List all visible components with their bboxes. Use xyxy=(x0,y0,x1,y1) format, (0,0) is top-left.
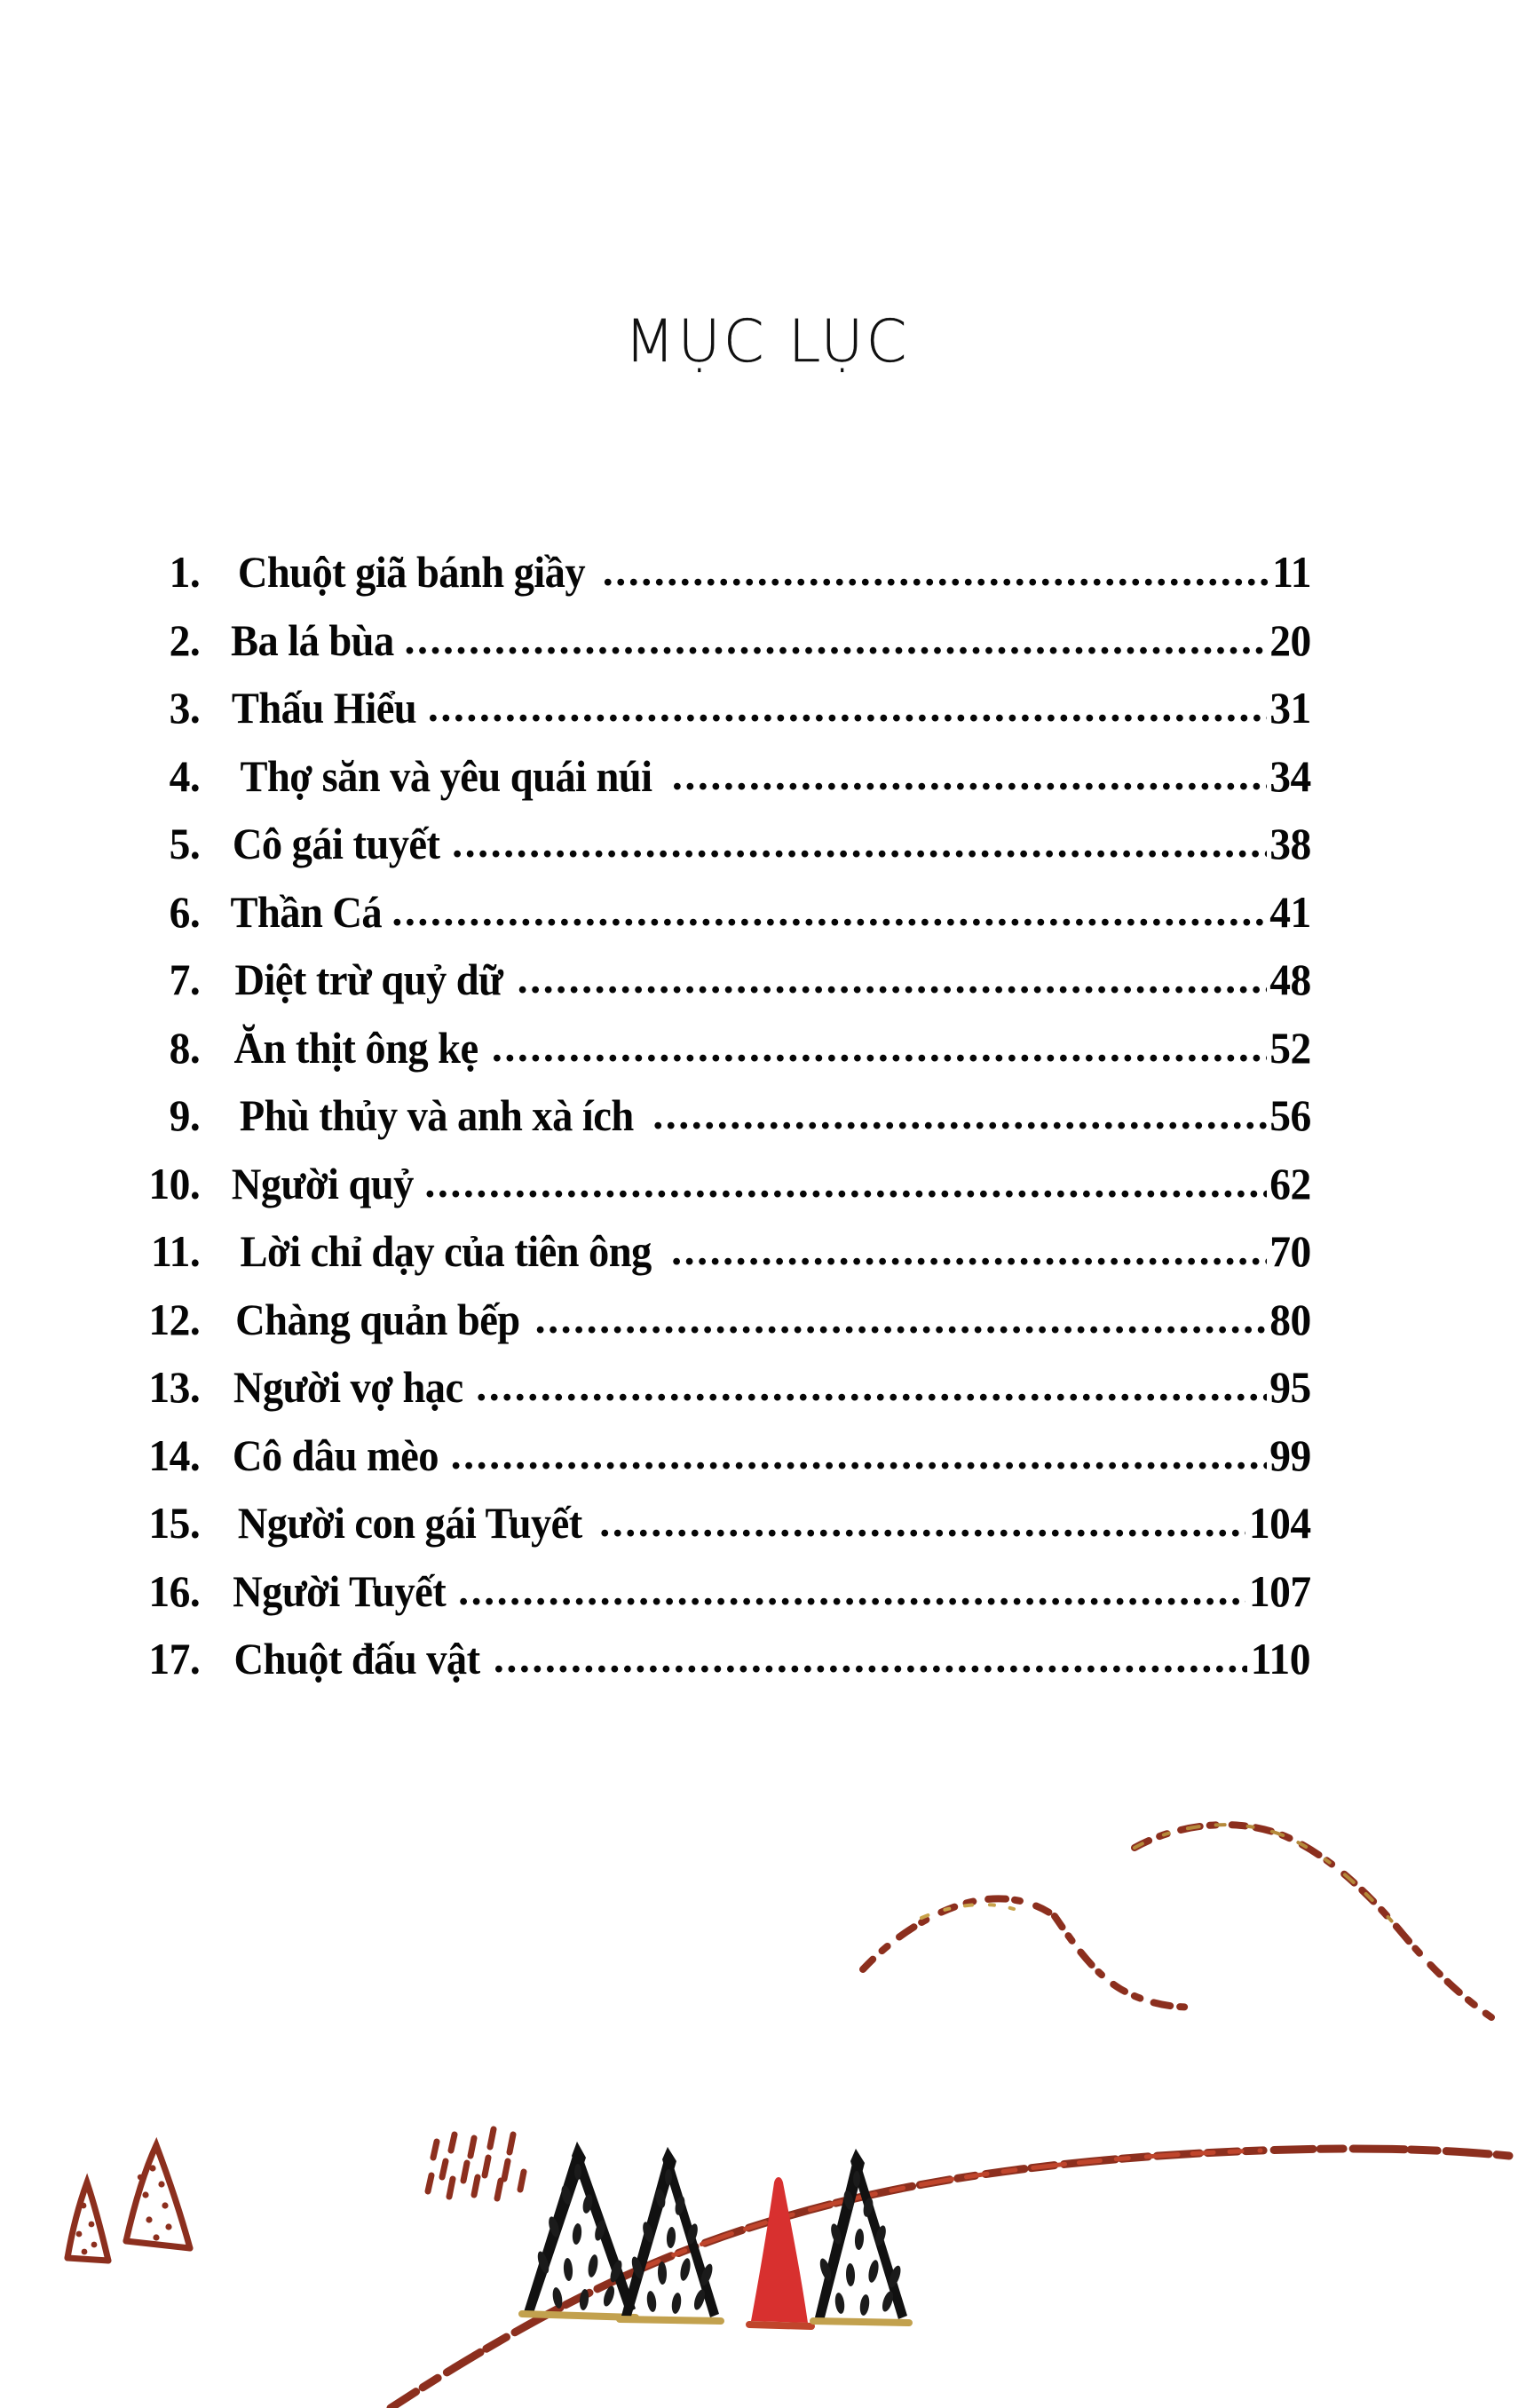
scrub-cluster xyxy=(428,2129,524,2198)
toc-entry-label: Lời chỉ dạy của tiên ông xyxy=(240,1226,652,1276)
toc-entry-label: Ba lá bùa xyxy=(231,614,394,665)
small-tree-right-dots xyxy=(138,2165,172,2240)
tree-large-2 xyxy=(620,2147,721,2321)
toc-entry[interactable] xyxy=(107,1565,1312,1634)
toc-leader-dots xyxy=(535,1295,1267,1343)
page-title: MỤC LỤC xyxy=(624,307,910,376)
tree-large-1 xyxy=(522,2142,636,2317)
ridge-line-far xyxy=(1135,1825,1491,2017)
toc-entry-number: 2. xyxy=(169,614,201,665)
toc-entry-page-number: 52 xyxy=(1269,1022,1311,1073)
table-of-contents xyxy=(107,546,1312,1701)
toc-entry-number: 10. xyxy=(148,1158,201,1208)
ridge-line-near xyxy=(863,1898,1197,2007)
toc-entry-number: 12. xyxy=(148,1294,201,1344)
toc-entry-number: 16. xyxy=(148,1565,201,1616)
toc-leader-dots xyxy=(652,1090,1267,1139)
toc-entry-number: 14. xyxy=(148,1430,201,1480)
small-tree-left-dots xyxy=(76,2203,98,2255)
toc-entry-number: 6. xyxy=(169,886,201,937)
toc-entry-number: 7. xyxy=(169,954,201,1004)
toc-entry-page-number: 48 xyxy=(1269,954,1311,1004)
toc-entry-page-number: 99 xyxy=(1269,1430,1311,1480)
toc-entry-page-number: 104 xyxy=(1248,1498,1311,1548)
toc-entry-label: Ăn thịt ông kẹ xyxy=(233,1022,478,1073)
toc-entry-page-number: 31 xyxy=(1269,683,1311,733)
toc-leader-dots xyxy=(452,819,1267,867)
toc-leader-dots xyxy=(458,1566,1245,1615)
toc-entry-page-number: 107 xyxy=(1248,1565,1311,1616)
toc-entry[interactable] xyxy=(107,1633,1312,1701)
toc-entry[interactable] xyxy=(107,886,1312,954)
toc-entry[interactable] xyxy=(107,750,1312,819)
toc-entry-page-number: 56 xyxy=(1269,1090,1311,1140)
toc-entry[interactable] xyxy=(107,1022,1312,1090)
toc-leader-dots xyxy=(424,1159,1267,1208)
toc-entry-number: 3. xyxy=(169,683,201,733)
toc-entry-label: Chuột đấu vật xyxy=(233,1634,480,1683)
toc-entry-number: 17. xyxy=(148,1634,201,1683)
toc-entry[interactable] xyxy=(107,614,1312,683)
toc-entry-page-number: 110 xyxy=(1251,1634,1311,1683)
toc-entry-label: Thợ săn và yêu quái núi xyxy=(240,750,652,801)
toc-leader-dots xyxy=(451,1430,1267,1479)
toc-entry-label: Thần Cá xyxy=(230,886,383,937)
toc-entry-label: Phù thủy và anh xà ích xyxy=(239,1090,634,1140)
toc-entry[interactable] xyxy=(107,1361,1312,1430)
tree-large-3 xyxy=(813,2149,909,2323)
toc-entry-page-number: 70 xyxy=(1269,1226,1311,1276)
toc-entry-number: 9. xyxy=(169,1090,201,1140)
toc-leader-dots xyxy=(518,954,1267,1003)
toc-entry-page-number: 20 xyxy=(1269,614,1311,665)
toc-entry-label: Thấu Hiểu xyxy=(231,683,417,733)
toc-entry-page-number: 34 xyxy=(1269,750,1311,801)
toc-entry-label: Chuột giã bánh giầy xyxy=(237,547,586,597)
toc-entry-number: 13. xyxy=(148,1362,201,1412)
toc-entry-label: Cô gái tuyết xyxy=(232,819,440,868)
toc-entry-label: Chàng quản bếp xyxy=(235,1294,520,1344)
small-tree-left xyxy=(67,2182,108,2261)
toc-leader-dots xyxy=(671,1226,1267,1275)
toc-leader-dots xyxy=(391,887,1267,936)
toc-entry[interactable] xyxy=(107,954,1312,1022)
toc-leader-dots xyxy=(672,751,1267,800)
toc-entry-page-number: 41 xyxy=(1269,886,1311,937)
toc-entry[interactable] xyxy=(107,1225,1312,1294)
toc-leader-dots xyxy=(599,1498,1245,1547)
toc-leader-dots xyxy=(494,1634,1247,1683)
toc-entry-page-number: 80 xyxy=(1269,1294,1311,1344)
toc-entry-label: Người Tuyết xyxy=(233,1565,447,1616)
toc-entry[interactable] xyxy=(107,1158,1312,1226)
toc-entry-number: 15. xyxy=(148,1498,201,1548)
toc-leader-dots xyxy=(428,683,1267,732)
small-tree-right xyxy=(126,2145,190,2248)
toc-entry-label: Diệt trừ quỷ dữ xyxy=(234,954,503,1004)
decorative-illustration xyxy=(0,1740,1534,2408)
toc-entry[interactable] xyxy=(107,1497,1312,1565)
toc-leader-dots xyxy=(476,1362,1267,1411)
toc-entry-number: 5. xyxy=(169,819,201,868)
toc-entry-page-number: 95 xyxy=(1269,1362,1311,1412)
tree-red xyxy=(749,2177,811,2326)
toc-entry-page-number: 11 xyxy=(1271,547,1311,597)
toc-entry-number: 11. xyxy=(150,1226,201,1276)
toc-entry-label: Người con gái Tuyết xyxy=(237,1498,582,1548)
toc-entry-number: 4. xyxy=(169,750,201,801)
toc-entry-label: Cô dâu mèo xyxy=(232,1430,439,1480)
toc-leader-dots xyxy=(492,1023,1267,1072)
toc-leader-dots xyxy=(404,615,1267,664)
toc-entry-label: Người quỷ xyxy=(231,1158,414,1208)
ground-line xyxy=(391,2149,1509,2408)
toc-entry-page-number: 62 xyxy=(1269,1158,1311,1208)
toc-entry-number: 8. xyxy=(169,1022,201,1073)
toc-entry-number: 1. xyxy=(169,547,201,597)
toc-entry[interactable] xyxy=(107,546,1312,614)
toc-entry[interactable] xyxy=(107,682,1312,750)
toc-entry[interactable] xyxy=(107,1294,1312,1362)
toc-entry-page-number: 38 xyxy=(1269,819,1311,868)
toc-entry[interactable] xyxy=(107,818,1312,886)
toc-entry-label: Người vợ hạc xyxy=(233,1362,463,1412)
toc-entry[interactable] xyxy=(107,1089,1312,1158)
toc-leader-dots xyxy=(603,547,1269,596)
toc-entry[interactable] xyxy=(107,1430,1312,1498)
